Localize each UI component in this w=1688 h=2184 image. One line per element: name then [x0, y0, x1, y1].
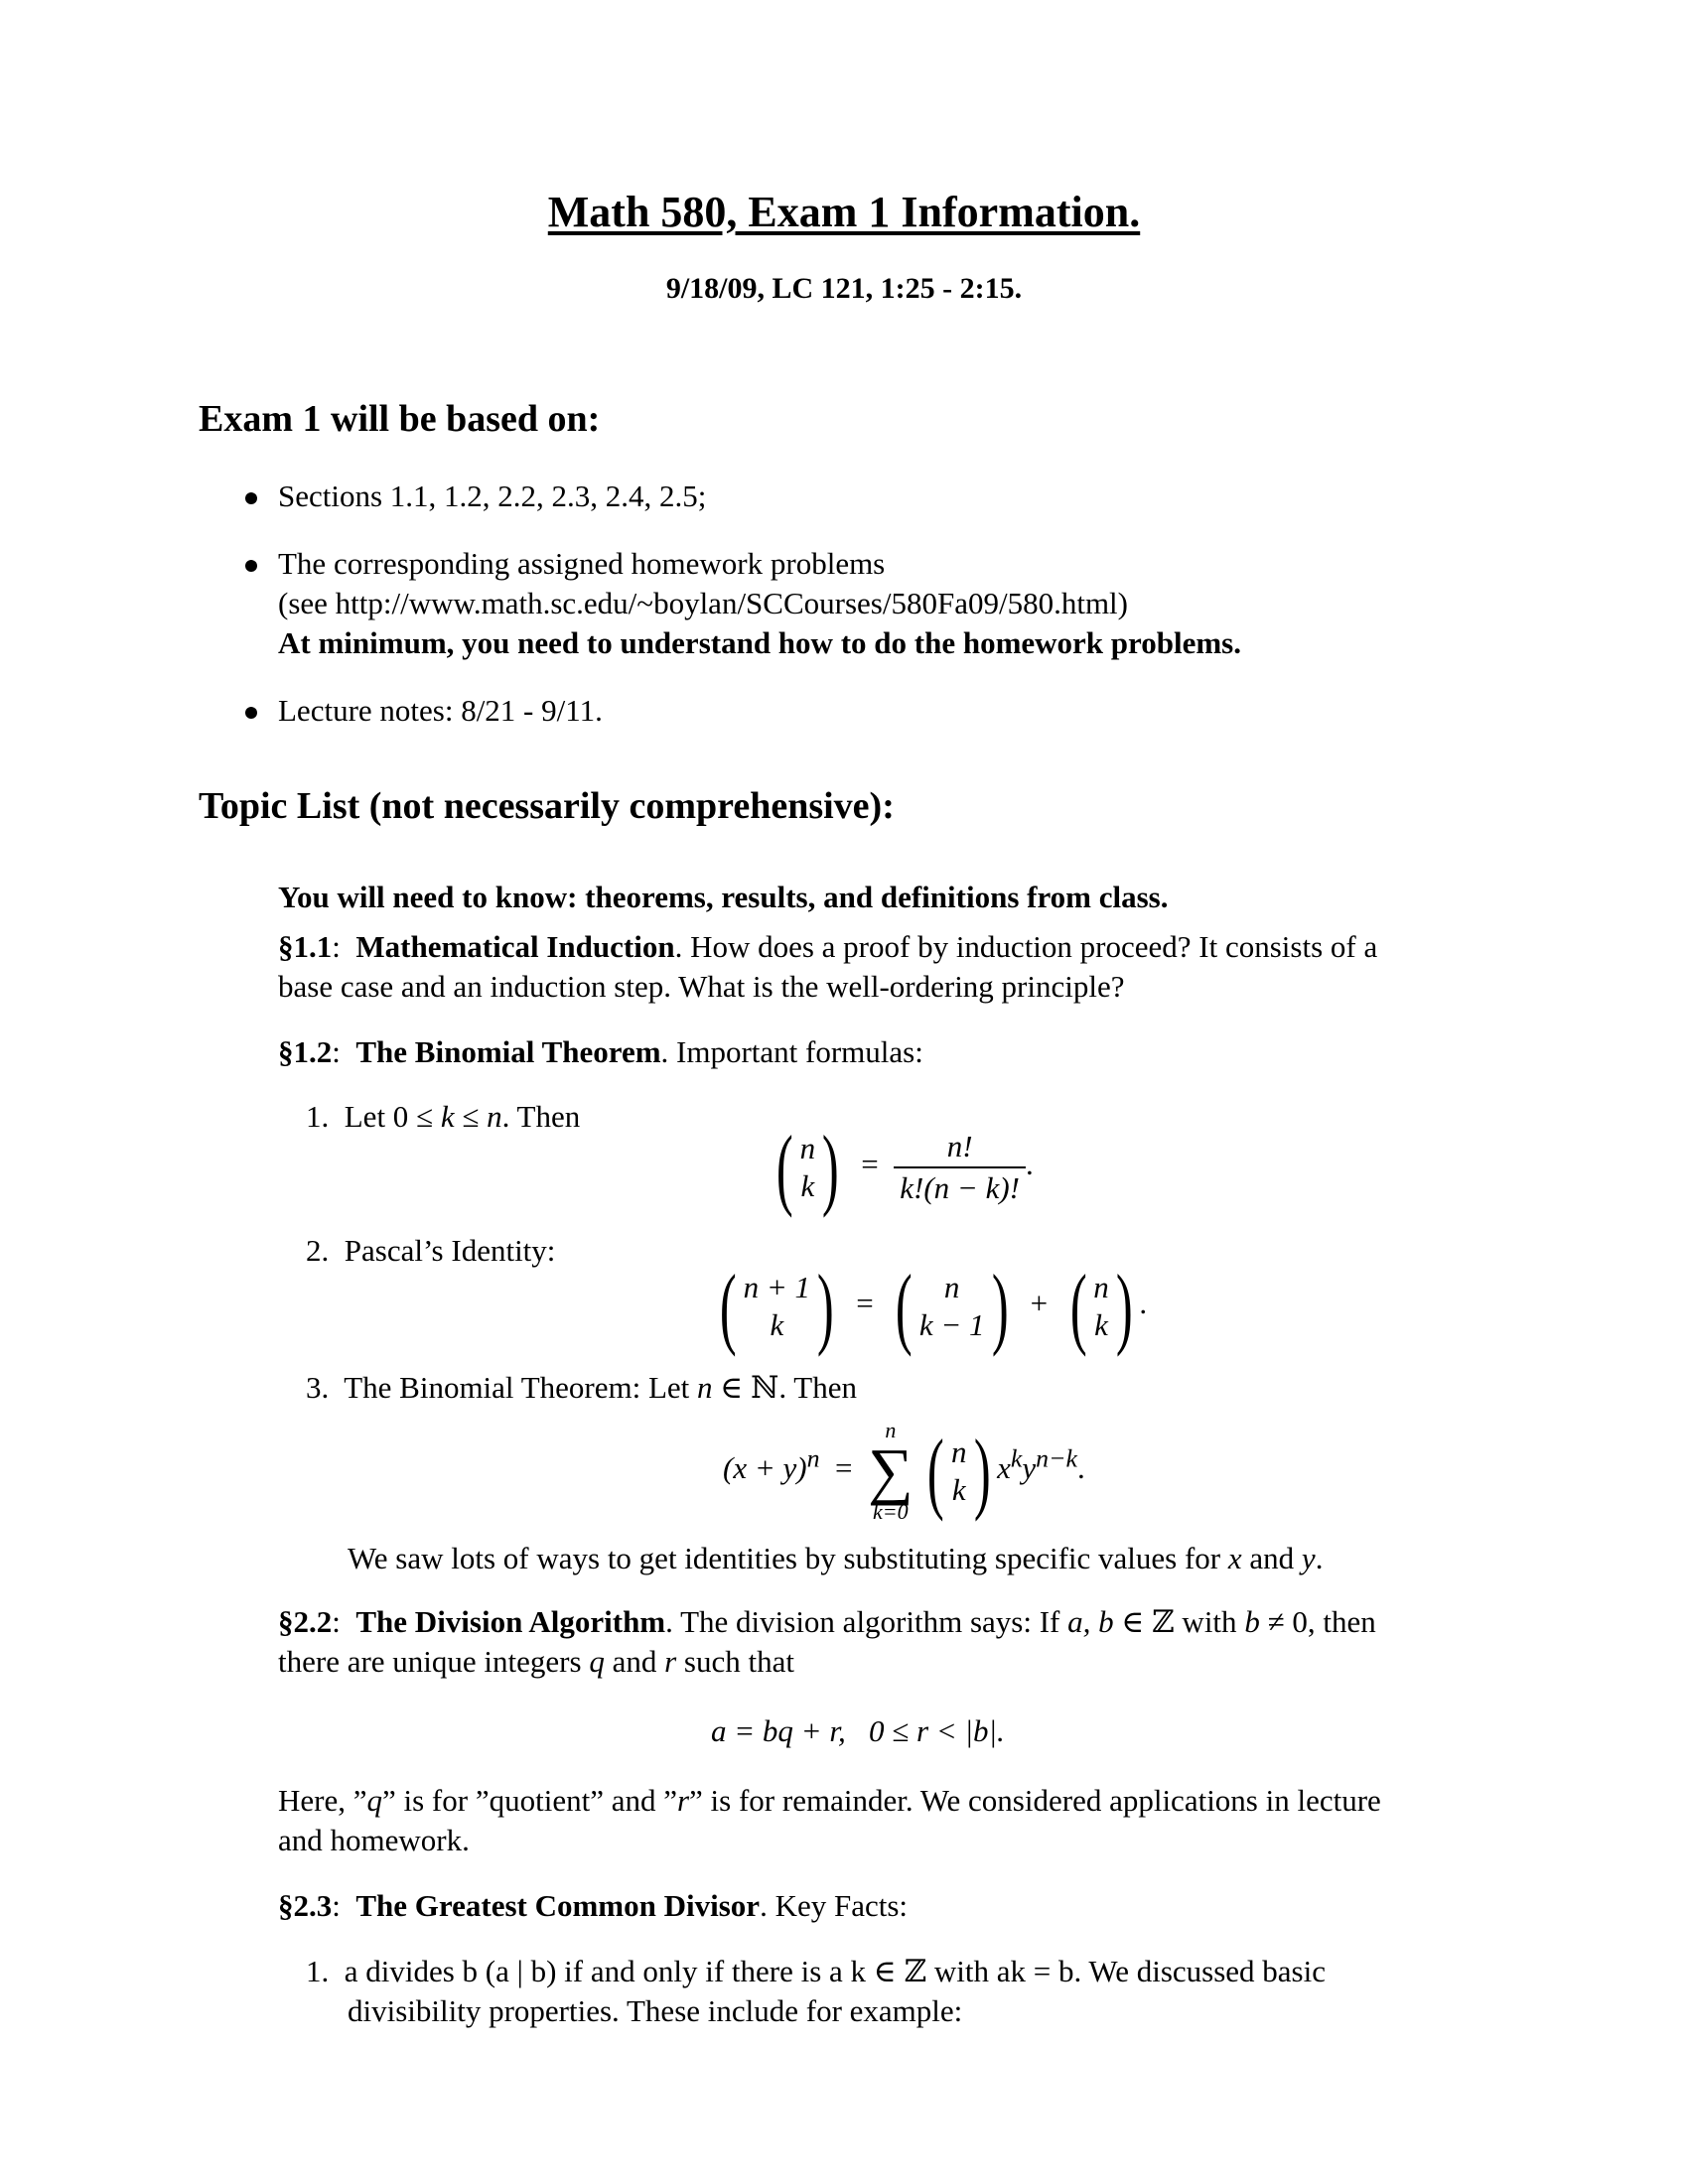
homework-url[interactable]: (see http://www.math.sc.edu/~boylan/SCCourses/580Fa09/580.html) — [278, 586, 1128, 620]
section-1-2-header: §1.2: The Binomial Theorem. Important formulas: — [278, 1034, 923, 1069]
bullet-icon — [245, 492, 257, 504]
section-1-2-number: §1.2 — [278, 1034, 333, 1069]
homework-minimum-note: At minimum, you need to understand how to do the homework problems. — [278, 625, 1241, 660]
based-on-item-sections: Sections 1.1, 1.2, 2.2, 2.3, 2.4, 2.5; — [278, 478, 707, 513]
pascal-identity-formula: ( n + 1 k ) = ( n k − 1 ) + ( n k ) . — [719, 1256, 1148, 1357]
formula-1-label: 1. Let 0 ≤ k ≤ n. Then — [306, 1099, 581, 1134]
gcd-fact-1-line1: 1. a divides b (a | b) if and only if there is a k ∈ ℤ with ak = b. We discussed basic — [306, 1954, 1326, 1988]
section-2-2-after2: and homework. — [278, 1823, 470, 1857]
topic-list-intro: You will need to know: theorems, results, and definitions from class. — [278, 880, 1169, 914]
based-on-item-lecture-notes: Lecture notes: 8/21 - 9/11. — [278, 693, 603, 728]
section-2-3-name: The Greatest Common Divisor — [355, 1888, 761, 1923]
bullet-icon — [245, 560, 257, 572]
section-2-2-line2: there are unique integers q and r such that — [278, 1644, 794, 1679]
section-2-2-number: §2.2 — [278, 1604, 333, 1639]
section-1-2-text: . Important formulas: — [660, 1034, 923, 1069]
topic-list-heading: Topic List (not necessarily comprehensive): — [199, 785, 895, 827]
bullet-icon — [245, 707, 257, 719]
section-1-1-text: . How does a proof by induction proceed? It consists of a — [674, 929, 1378, 964]
section-2-2-line1: §2.2: The Division Algorithm. The division algorithm says: If a, b ∈ ℤ with b ≠ 0, then — [278, 1604, 1376, 1639]
binomial-coefficient-formula: ( n k ) = $\frac{n!}{k!(n - k)!}$ . — [775, 1117, 1034, 1218]
division-algorithm-formula: a = bq + r, 0 ≤ r < |b|. — [711, 1713, 1005, 1748]
based-on-item-homework: The corresponding assigned homework problems — [278, 546, 886, 581]
exam-date-location: 9/18/09, LC 121, 1:25 - 2:15. — [665, 272, 1023, 305]
page-title: Math 580, Exam 1 Information. — [547, 188, 1141, 236]
section-1-1-number: §1.1 — [278, 929, 333, 964]
section-1-1-name: Mathematical Induction — [355, 929, 675, 964]
section-2-3-header: §2.3: The Greatest Common Divisor. Key Facts: — [278, 1888, 909, 1923]
section-1-1-line2: base case and an induction step. What is the well-ordering principle? — [278, 969, 1125, 1004]
section-2-2-after1: Here, ”q” is for ”quotient” and ”r” is for remainder. We considered applications in lecture — [278, 1783, 1381, 1818]
section-2-2-name: The Division Algorithm — [355, 1604, 666, 1639]
binomial-identities-note: We saw lots of ways to get identities by substituting specific values for x and y. — [348, 1541, 1324, 1575]
section-1-1-line1: §1.1: Mathematical Induction. How does a proof by induction proceed? It consists of a — [278, 929, 1378, 964]
based-on-heading: Exam 1 will be based on: — [199, 398, 601, 440]
formula-3-label: 3. The Binomial Theorem: Let n ∈ ℕ. Then — [306, 1370, 857, 1405]
gcd-fact-1-line2: divisibility properties. These include for example: — [348, 1993, 963, 2028]
section-1-2-name: The Binomial Theorem — [355, 1034, 661, 1069]
binomial-theorem-formula: $(x + y)^n$ = n ∑ k=0 ( n k ) $x^ky^{n-k}$. — [723, 1418, 1085, 1524]
section-2-3-number: §2.3 — [278, 1888, 333, 1923]
formula-2-label: 2. Pascal’s Identity: — [306, 1233, 556, 1268]
